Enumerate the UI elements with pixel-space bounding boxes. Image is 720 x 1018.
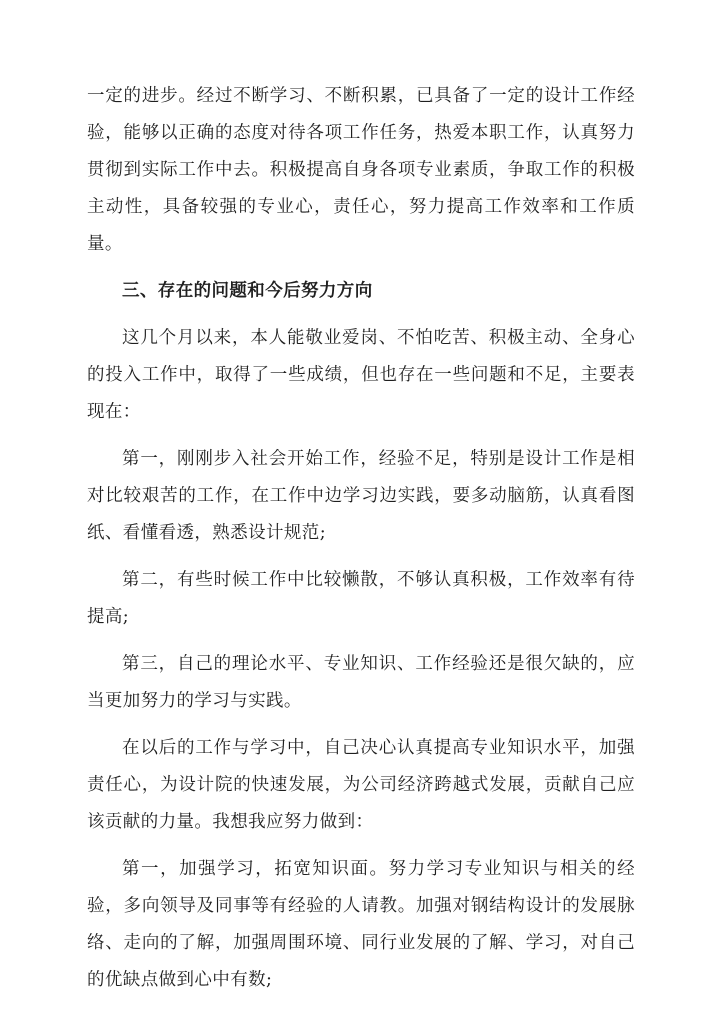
document-page [87, 78, 635, 1009]
paragraph-problem-second: 第二，有些时候工作中比较懒散，不够认真积极，工作效率有待提高; [87, 570, 635, 627]
paragraph-summary: 这几个月以来，本人能敬业爱岗、不怕吃苦、积极主动、全身心的投入工作中，取得了一些成绩，但也存在一些问题和不足，主要表现在： [87, 328, 635, 422]
paragraph-problem-third: 第三，自己的理论水平、专业知识、工作经验还是很欠缺的，应当更加努力的学习与实践。 [87, 654, 635, 711]
paragraph-plan-first: 第一，加强学习，拓宽知识面。努力学习专业知识与相关的经验，多向领导及同事等有经验的人请教。加强对钢结构设计的发展脉络、走向的了解，加强周围环境、同行业发展的了解、学习，对自己的优缺点做到心中有数; [87, 859, 635, 990]
paragraph-resolution: 在以后的工作与学习中，自己决心认真提高专业知识水平，加强责任心，为设计院的快速发展，为公司经济跨越式发展，贡献自己应该贡献的力量。我想我应努力做到： [87, 738, 635, 832]
paragraph-problem-first: 第一，刚刚步入社会开始工作，经验不足，特别是设计工作是相对比较艰苦的工作，在工作中边学习边实践，要多动脑筋，认真看图纸、看懂看透，熟悉设计规范; [87, 449, 635, 543]
paragraph-continuation: 一定的进步。经过不断学习、不断积累，已具备了一定的设计工作经验，能够以正确的态度对待各项工作任务，热爱本职工作，认真努力贯彻到实际工作中去。积极提高自身各项专业素质，争取工作的积极主动性，具备较强的专业心，责任心，努力提高工作效率和工作质量。 [87, 86, 635, 254]
section-heading-problems-and-direction: 三、存在的问题和今后努力方向 [122, 281, 373, 301]
